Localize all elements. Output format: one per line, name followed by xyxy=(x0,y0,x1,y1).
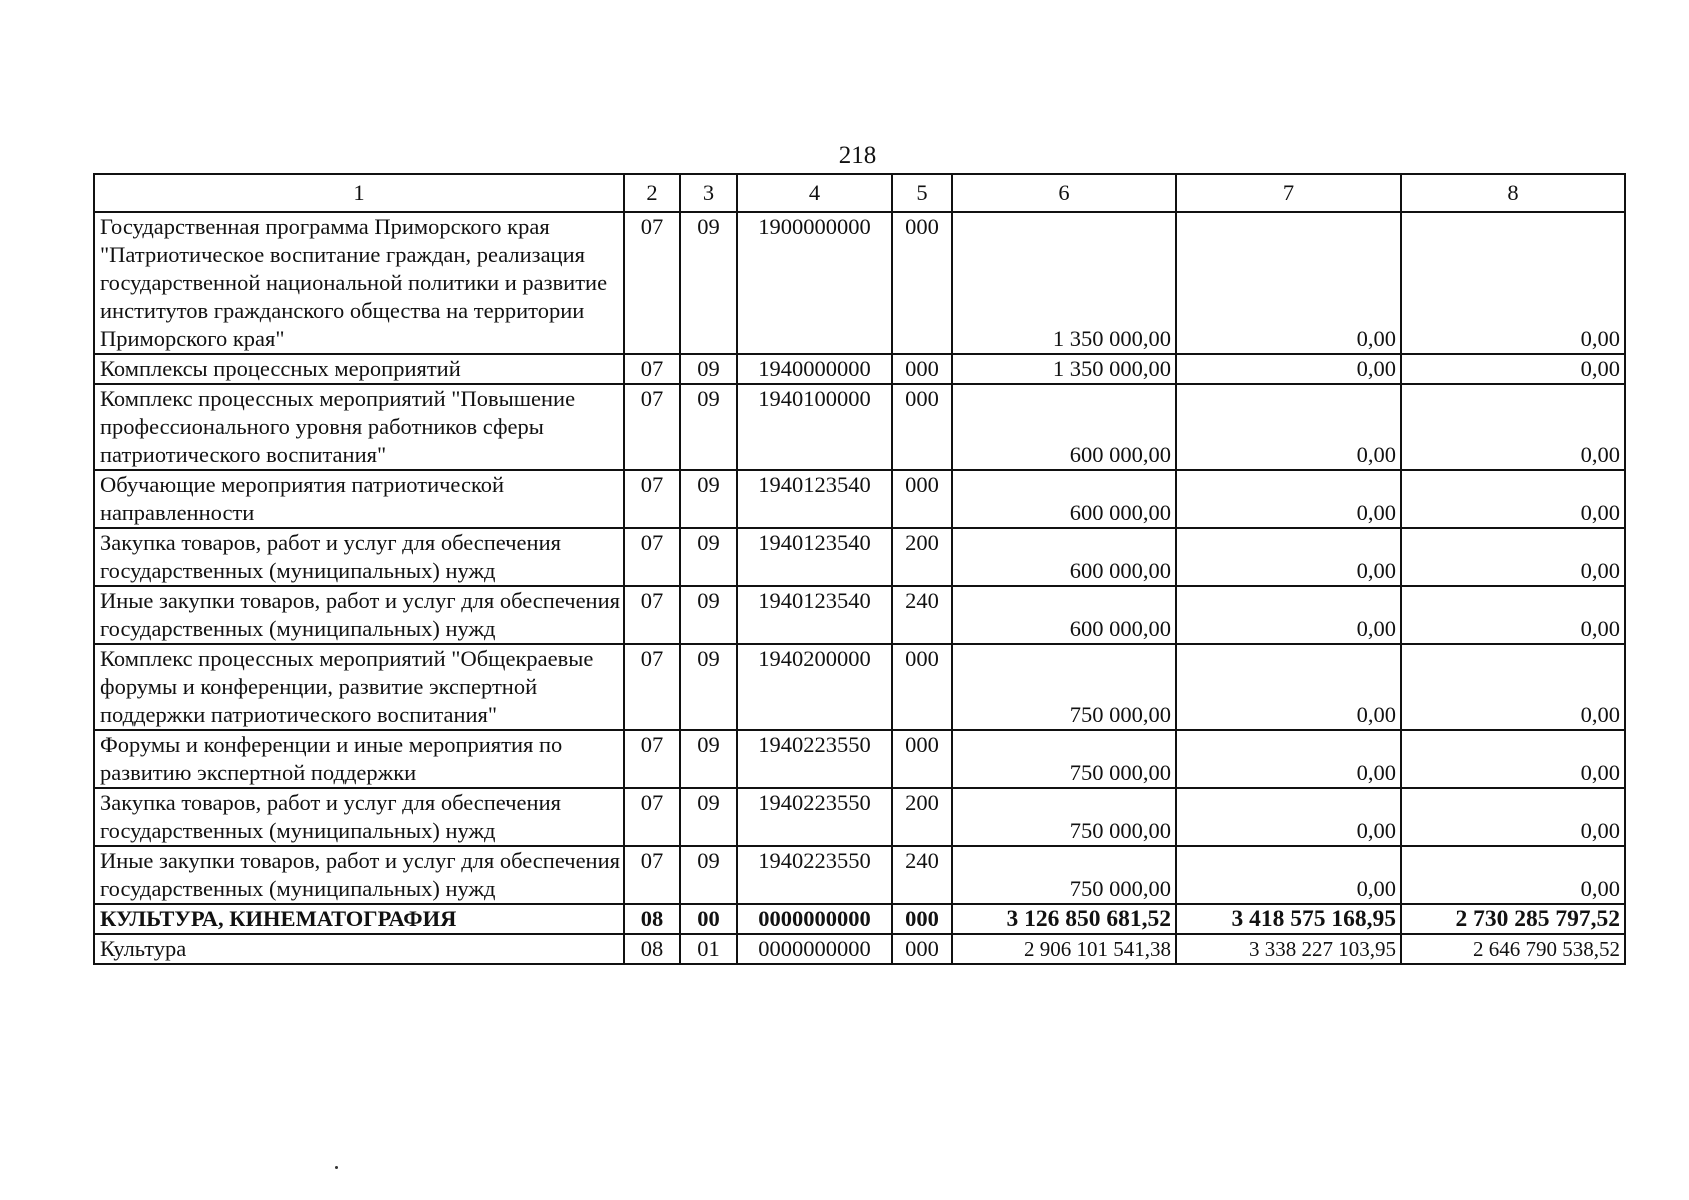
expense-type-code: 200 xyxy=(892,788,952,846)
amount-col-8: 0,00 xyxy=(1401,470,1625,528)
expense-type-code: 000 xyxy=(892,212,952,354)
amount-col-7: 0,00 xyxy=(1176,846,1401,904)
expense-type-code: 200 xyxy=(892,528,952,586)
amount-col-8: 0,00 xyxy=(1401,384,1625,470)
target-article-code: 0000000000 xyxy=(737,934,892,964)
table-row xyxy=(94,586,1625,644)
column-header: 3 xyxy=(680,174,737,212)
amount-col-8: 0,00 xyxy=(1401,730,1625,788)
expense-type-code: 000 xyxy=(892,934,952,964)
subsection-code: 09 xyxy=(680,470,737,528)
target-article-code: 0000000000 xyxy=(737,904,892,934)
row-name: Государственная программа Приморского края "Патриотическое воспитание граждан, реализация государственной национальной политики и развитие институтов гражданского общества на территории Приморского края" xyxy=(94,212,624,354)
target-article-code: 1940223550 xyxy=(737,730,892,788)
table-row xyxy=(94,788,1625,846)
target-article-code: 1940123540 xyxy=(737,528,892,586)
amount-col-7: 0,00 xyxy=(1176,470,1401,528)
amount-col-6: 2 906 101 541,38 xyxy=(952,934,1176,964)
amount-col-7: 0,00 xyxy=(1176,212,1401,354)
row-name: Комплексы процессных мероприятий xyxy=(94,354,624,384)
column-header: 4 xyxy=(737,174,892,212)
amount-col-6: 600 000,00 xyxy=(952,586,1176,644)
table-row-section-total xyxy=(94,904,1625,934)
amount-col-7: 3 418 575 168,95 xyxy=(1176,904,1401,934)
column-header: 7 xyxy=(1176,174,1401,212)
row-name: Иные закупки товаров, работ и услуг для обеспечения государственных (муниципальных) нужд xyxy=(94,846,624,904)
target-article-code: 1940223550 xyxy=(737,788,892,846)
subsection-code: 09 xyxy=(680,212,737,354)
target-article-code: 1940123540 xyxy=(737,586,892,644)
amount-col-6: 750 000,00 xyxy=(952,788,1176,846)
amount-col-7: 0,00 xyxy=(1176,788,1401,846)
section-code: 07 xyxy=(624,644,680,730)
subsection-code: 00 xyxy=(680,904,737,934)
budget-table xyxy=(93,173,1626,965)
amount-col-6: 600 000,00 xyxy=(952,384,1176,470)
amount-col-7: 0,00 xyxy=(1176,354,1401,384)
scan-speck xyxy=(335,1166,338,1169)
subsection-code: 09 xyxy=(680,730,737,788)
amount-col-7: 0,00 xyxy=(1176,730,1401,788)
section-code: 07 xyxy=(624,846,680,904)
amount-col-7: 0,00 xyxy=(1176,384,1401,470)
amount-col-6: 1 350 000,00 xyxy=(952,212,1176,354)
target-article-code: 1940200000 xyxy=(737,644,892,730)
expense-type-code: 240 xyxy=(892,846,952,904)
amount-col-8: 0,00 xyxy=(1401,212,1625,354)
page-number: 218 xyxy=(838,142,877,169)
row-name: Закупка товаров, работ и услуг для обеспечения государственных (муниципальных) нужд xyxy=(94,788,624,846)
table-row xyxy=(94,470,1625,528)
column-header: 5 xyxy=(892,174,952,212)
row-name: Обучающие мероприятия патриотической направленности xyxy=(94,470,624,528)
subsection-code: 09 xyxy=(680,528,737,586)
table-header-row xyxy=(94,174,1625,212)
amount-col-8: 2 646 790 538,52 xyxy=(1401,934,1625,964)
section-code: 07 xyxy=(624,730,680,788)
target-article-code: 1940000000 xyxy=(737,354,892,384)
expense-type-code: 000 xyxy=(892,904,952,934)
section-code: 07 xyxy=(624,212,680,354)
row-name: Культура xyxy=(94,934,624,964)
amount-col-6: 1 350 000,00 xyxy=(952,354,1176,384)
section-code: 07 xyxy=(624,384,680,470)
subsection-code: 01 xyxy=(680,934,737,964)
amount-col-6: 750 000,00 xyxy=(952,846,1176,904)
row-name: Закупка товаров, работ и услуг для обеспечения государственных (муниципальных) нужд xyxy=(94,528,624,586)
amount-col-8: 0,00 xyxy=(1401,644,1625,730)
amount-col-7: 0,00 xyxy=(1176,528,1401,586)
row-name: Комплекс процессных мероприятий "Общекраевые форумы и конференции, развитие экспертной поддержки патриотического воспитания" xyxy=(94,644,624,730)
subsection-code: 09 xyxy=(680,788,737,846)
table-row xyxy=(94,212,1625,354)
section-code: 07 xyxy=(624,470,680,528)
column-header: 6 xyxy=(952,174,1176,212)
subsection-code: 09 xyxy=(680,586,737,644)
amount-col-6: 750 000,00 xyxy=(952,644,1176,730)
target-article-code: 1940123540 xyxy=(737,470,892,528)
expense-type-code: 000 xyxy=(892,354,952,384)
row-name: Иные закупки товаров, работ и услуг для обеспечения государственных (муниципальных) нужд xyxy=(94,586,624,644)
section-code: 07 xyxy=(624,354,680,384)
section-code: 07 xyxy=(624,788,680,846)
subsection-code: 09 xyxy=(680,644,737,730)
row-name: Комплекс процессных мероприятий "Повышение профессионального уровня работников сферы патриотического воспитания" xyxy=(94,384,624,470)
amount-col-6: 600 000,00 xyxy=(952,470,1176,528)
column-header: 1 xyxy=(94,174,624,212)
row-name: КУЛЬТУРА, КИНЕМАТОГРАФИЯ xyxy=(94,904,624,934)
amount-col-8: 0,00 xyxy=(1401,586,1625,644)
table-row xyxy=(94,934,1625,964)
target-article-code: 1900000000 xyxy=(737,212,892,354)
column-header: 2 xyxy=(624,174,680,212)
expense-type-code: 000 xyxy=(892,644,952,730)
row-name: Форумы и конференции и иные мероприятия по развитию экспертной поддержки xyxy=(94,730,624,788)
amount-col-6: 3 126 850 681,52 xyxy=(952,904,1176,934)
subsection-code: 09 xyxy=(680,384,737,470)
table-row xyxy=(94,730,1625,788)
amount-col-7: 3 338 227 103,95 xyxy=(1176,934,1401,964)
table-row xyxy=(94,644,1625,730)
amount-col-6: 600 000,00 xyxy=(952,528,1176,586)
target-article-code: 1940100000 xyxy=(737,384,892,470)
amount-col-7: 0,00 xyxy=(1176,644,1401,730)
amount-col-8: 2 730 285 797,52 xyxy=(1401,904,1625,934)
amount-col-8: 0,00 xyxy=(1401,354,1625,384)
table-row xyxy=(94,846,1625,904)
section-code: 08 xyxy=(624,934,680,964)
section-code: 07 xyxy=(624,528,680,586)
amount-col-8: 0,00 xyxy=(1401,788,1625,846)
column-header: 8 xyxy=(1401,174,1625,212)
expense-type-code: 240 xyxy=(892,586,952,644)
table-row xyxy=(94,354,1625,384)
subsection-code: 09 xyxy=(680,846,737,904)
amount-col-8: 0,00 xyxy=(1401,528,1625,586)
section-code: 07 xyxy=(624,586,680,644)
table-row xyxy=(94,528,1625,586)
expense-type-code: 000 xyxy=(892,730,952,788)
amount-col-7: 0,00 xyxy=(1176,586,1401,644)
subsection-code: 09 xyxy=(680,354,737,384)
section-code: 08 xyxy=(624,904,680,934)
amount-col-6: 750 000,00 xyxy=(952,730,1176,788)
amount-col-8: 0,00 xyxy=(1401,846,1625,904)
target-article-code: 1940223550 xyxy=(737,846,892,904)
expense-type-code: 000 xyxy=(892,384,952,470)
table-row xyxy=(94,384,1625,470)
expense-type-code: 000 xyxy=(892,470,952,528)
